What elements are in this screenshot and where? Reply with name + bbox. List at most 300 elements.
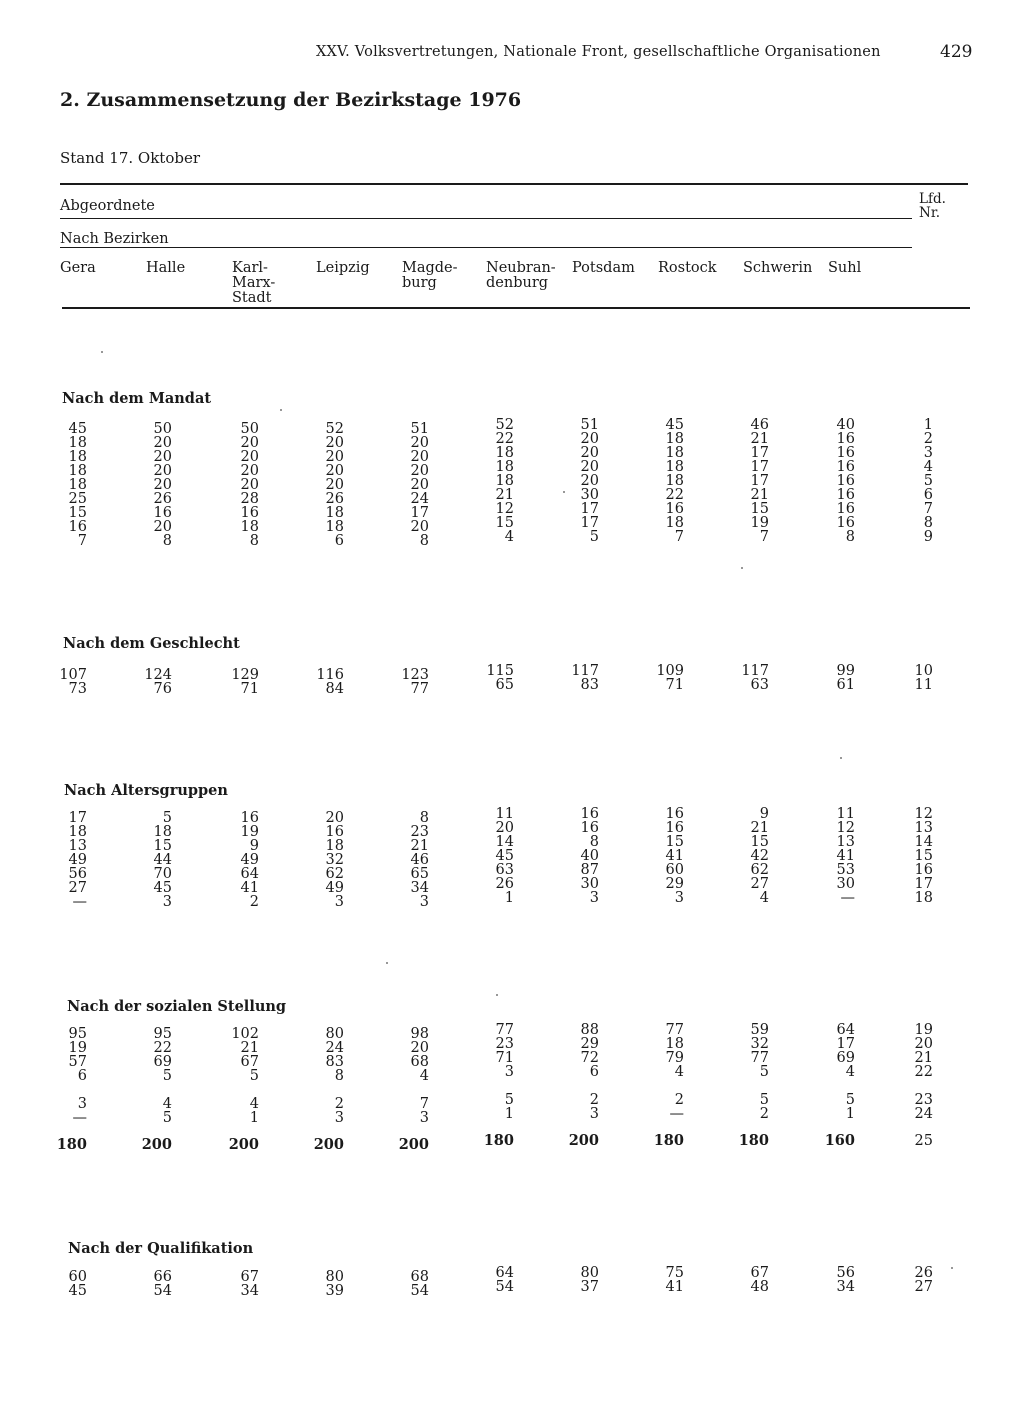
table-cell: 18 (495, 473, 514, 489)
table-cell: 21 (750, 487, 769, 503)
table-cell: — (72, 1110, 87, 1126)
table-cell: 3 (589, 890, 599, 906)
table-cell: 16 (153, 505, 172, 521)
column-header-line: Karl- (232, 260, 268, 276)
table-cell: 20 (410, 463, 429, 479)
table-cell: 72 (580, 1050, 599, 1066)
column-header-line: Suhl (828, 260, 862, 276)
table-cell: 109 (656, 663, 684, 679)
table-cell: 6 (334, 533, 344, 549)
table-cell: 20 (495, 820, 514, 836)
table-cell: 64 (240, 866, 259, 882)
header-nr-line: Nr. (919, 205, 941, 221)
table-cell: 18 (240, 519, 259, 535)
table-cell: 68 (410, 1269, 429, 1285)
table-cell: 20 (580, 459, 599, 475)
table-cell: 9 (249, 838, 259, 854)
table-cell: 5 (845, 1092, 855, 1108)
table-cell: 61 (836, 677, 855, 693)
table-cell: 17 (68, 810, 87, 826)
table-cell: 67 (750, 1265, 769, 1281)
table-cell: 77 (665, 1022, 684, 1038)
table-cell: 71 (495, 1050, 514, 1066)
table-cell: 129 (231, 667, 259, 683)
column-header (486, 261, 556, 291)
table-cell: 45 (153, 880, 172, 896)
row-number: 26 (914, 1265, 933, 1281)
table-cell: 29 (665, 876, 684, 892)
table-cell: 51 (410, 421, 429, 437)
table-cell: 22 (665, 487, 684, 503)
table-cell: 21 (240, 1040, 259, 1056)
table-cell: 83 (580, 677, 599, 693)
table-cell: 19 (68, 1040, 87, 1056)
table-cell: 20 (580, 431, 599, 447)
table-cell: 160 (824, 1132, 855, 1149)
table-cell: 5 (759, 1064, 769, 1080)
table-cell: 16 (68, 519, 87, 535)
table-cell: 19 (240, 824, 259, 840)
table-cell: 20 (153, 435, 172, 451)
table-cell: 11 (495, 806, 514, 822)
table-cell: 2 (589, 1092, 599, 1108)
table-cell: 49 (325, 880, 344, 896)
page-number: 429 (940, 42, 973, 62)
row-number: 2 (923, 431, 933, 447)
table-cell: 56 (836, 1265, 855, 1281)
table-cell: 17 (580, 501, 599, 517)
table-cell: 20 (325, 449, 344, 465)
table-cell: 60 (68, 1269, 87, 1285)
row-number: 11 (914, 677, 933, 693)
table-cell: 18 (665, 431, 684, 447)
table-cell: 3 (162, 894, 172, 910)
row-number: 15 (914, 848, 933, 864)
row-number: 3 (923, 445, 933, 461)
table-cell: 3 (334, 894, 344, 910)
table-cell: 80 (325, 1026, 344, 1042)
table-cell: 5 (504, 1092, 514, 1108)
table-cell: 22 (153, 1040, 172, 1056)
table-cell: 87 (580, 862, 599, 878)
header-abgeordnete: Abgeordnete (60, 198, 155, 214)
table-cell: 32 (325, 852, 344, 868)
table-cell: 48 (750, 1279, 769, 1295)
table-cell: — (72, 894, 87, 910)
table-cell: 65 (410, 866, 429, 882)
scan-speck (386, 962, 388, 964)
table-cell: 3 (674, 890, 684, 906)
table-cell: 16 (665, 501, 684, 517)
table-cell: 4 (845, 1064, 855, 1080)
table-cell: 28 (240, 491, 259, 507)
table-cell: 3 (419, 894, 429, 910)
scan-speck (951, 1267, 953, 1269)
table-cell: 16 (580, 820, 599, 836)
table-cell: 67 (240, 1269, 259, 1285)
table-cell: 180 (483, 1132, 514, 1149)
table-cell: 63 (495, 862, 514, 878)
table-cell: 95 (68, 1026, 87, 1042)
table-cell: 12 (495, 501, 514, 517)
table-cell: 71 (665, 677, 684, 693)
table-cell: 20 (410, 519, 429, 535)
table-cell: 200 (568, 1132, 599, 1149)
bezirke-rule (60, 247, 912, 248)
table-cell: 88 (580, 1022, 599, 1038)
table-cell: 26 (495, 876, 514, 892)
table-cell: 20 (325, 810, 344, 826)
table-cell: 59 (750, 1022, 769, 1038)
table-cell: 16 (836, 431, 855, 447)
table-cell: 117 (741, 663, 769, 679)
section-title: Nach der sozialen Stellung (67, 998, 287, 1015)
scan-speck (280, 409, 282, 411)
column-header-line: Gera (60, 260, 96, 276)
table-cell: 27 (68, 880, 87, 896)
table-cell: 102 (231, 1026, 259, 1042)
table-cell: 20 (153, 477, 172, 493)
table-cell: 16 (836, 501, 855, 517)
table-cell: 50 (240, 421, 259, 437)
table-cell: 18 (495, 459, 514, 475)
row-number: 22 (914, 1064, 933, 1080)
table-cell: 40 (836, 417, 855, 433)
table-cell: 17 (410, 505, 429, 521)
abgeordnete-rule (60, 218, 912, 219)
row-number: 8 (923, 515, 933, 531)
table-cell: 4 (759, 890, 769, 906)
header-lfd-nr (919, 192, 946, 220)
table-cell: 200 (313, 1136, 344, 1153)
row-number: 1 (923, 417, 933, 433)
table-cell: 75 (665, 1265, 684, 1281)
table-cell: 16 (665, 820, 684, 836)
table-cell: 20 (325, 463, 344, 479)
row-number: 17 (914, 876, 933, 892)
table-cell: 49 (240, 852, 259, 868)
scan-speck (563, 491, 565, 493)
table-cell: 1 (504, 1106, 514, 1122)
table-cell: 7 (674, 529, 684, 545)
table-cell: 8 (419, 810, 429, 826)
table-cell: 5 (249, 1068, 259, 1084)
table-cell: 76 (153, 681, 172, 697)
table-cell: 68 (410, 1054, 429, 1070)
table-cell: 34 (240, 1283, 259, 1299)
table-cell: 20 (325, 477, 344, 493)
row-number: 14 (914, 834, 933, 850)
table-cell: 18 (665, 515, 684, 531)
row-number: 13 (914, 820, 933, 836)
table-cell: 5 (162, 1110, 172, 1126)
table-cell: 115 (486, 663, 514, 679)
row-number: 7 (923, 501, 933, 517)
scan-speck (496, 994, 498, 996)
table-cell: 17 (580, 515, 599, 531)
table-cell: 16 (665, 806, 684, 822)
table-cell: 42 (750, 848, 769, 864)
table-cell: 37 (580, 1279, 599, 1295)
row-number: 4 (923, 459, 933, 475)
row-number: 10 (914, 663, 933, 679)
table-cell: 39 (325, 1283, 344, 1299)
table-cell: 26 (325, 491, 344, 507)
table-cell: 1 (845, 1106, 855, 1122)
table-cell: 2 (249, 894, 259, 910)
table-cell: 41 (836, 848, 855, 864)
table-cell: 29 (580, 1036, 599, 1052)
row-number: 19 (914, 1022, 933, 1038)
column-header (146, 261, 185, 276)
table-cell: 23 (410, 824, 429, 840)
table-cell: 5 (162, 810, 172, 826)
column-header-line: Neubran- (486, 260, 556, 276)
table-cell: 73 (68, 681, 87, 697)
header-bottom-rule (62, 307, 970, 309)
table-cell: 13 (68, 838, 87, 854)
table-cell: 34 (836, 1279, 855, 1295)
table-cell: 21 (410, 838, 429, 854)
table-cell: 70 (153, 866, 172, 882)
scan-speck (840, 757, 842, 759)
column-header-line: Leipzig (316, 260, 370, 276)
table-cell: 8 (249, 533, 259, 549)
table-cell: 4 (162, 1096, 172, 1112)
table-cell: 56 (68, 866, 87, 882)
column-header-line: denburg (486, 275, 549, 291)
table-cell: 16 (836, 515, 855, 531)
table-cell: 60 (665, 862, 684, 878)
table-cell: 3 (589, 1106, 599, 1122)
table-cell: 63 (750, 677, 769, 693)
page-title: 2. Zusammensetzung der Bezirkstage 1976 (60, 89, 522, 111)
table-cell: — (840, 890, 855, 906)
table-cell: 45 (495, 848, 514, 864)
table-cell: 41 (665, 848, 684, 864)
table-cell: 18 (495, 445, 514, 461)
table-cell: 4 (504, 529, 514, 545)
column-header-line: Stadt (232, 290, 272, 306)
table-cell: 41 (665, 1279, 684, 1295)
table-cell: 50 (153, 421, 172, 437)
table-cell: 3 (77, 1096, 87, 1112)
table-cell: 25 (68, 491, 87, 507)
table-cell: 15 (495, 515, 514, 531)
table-cell: 24 (410, 491, 429, 507)
table-cell: 49 (68, 852, 87, 868)
table-cell: 16 (240, 810, 259, 826)
row-number: 12 (914, 806, 933, 822)
table-cell: 45 (68, 1283, 87, 1299)
table-cell: 77 (495, 1022, 514, 1038)
column-header-line: Marx- (232, 275, 276, 291)
table-cell: 13 (836, 834, 855, 850)
table-cell: 65 (495, 677, 514, 693)
table-cell: 66 (153, 1269, 172, 1285)
row-number: 6 (923, 487, 933, 503)
running-header: XXV. Volksvertretungen, Nationale Front, gesellschaftliche Organisationen (316, 44, 881, 60)
table-cell: 20 (240, 477, 259, 493)
table-cell: 80 (580, 1265, 599, 1281)
table-cell: 30 (836, 876, 855, 892)
header-lfd-line: Lfd. (919, 191, 946, 207)
table-cell: 30 (580, 487, 599, 503)
table-cell: 15 (665, 834, 684, 850)
table-cell: 8 (419, 533, 429, 549)
column-header (60, 261, 96, 276)
table-cell: 18 (153, 824, 172, 840)
table-cell: 14 (495, 834, 514, 850)
column-header-line: Rostock (658, 260, 717, 276)
table-cell: 15 (68, 505, 87, 521)
table-cell: 62 (325, 866, 344, 882)
row-number: 27 (914, 1279, 933, 1295)
row-number: 20 (914, 1036, 933, 1052)
scan-speck (741, 567, 743, 569)
table-cell: 5 (589, 529, 599, 545)
table-cell: 24 (325, 1040, 344, 1056)
table-cell: 20 (153, 449, 172, 465)
table-cell: 21 (750, 431, 769, 447)
table-cell: 30 (580, 876, 599, 892)
table-cell: 52 (495, 417, 514, 433)
table-cell: 117 (571, 663, 599, 679)
table-cell: 20 (240, 435, 259, 451)
table-cell: 17 (750, 473, 769, 489)
table-cell: 18 (665, 473, 684, 489)
row-number: 23 (914, 1092, 933, 1108)
table-cell: 180 (56, 1136, 87, 1153)
table-cell: 8 (162, 533, 172, 549)
table-cell: 41 (240, 880, 259, 896)
table-cell: 20 (240, 463, 259, 479)
column-header-line: Magde- (402, 260, 458, 276)
table-cell: 200 (228, 1136, 259, 1153)
table-cell: 23 (495, 1036, 514, 1052)
table-cell: 200 (398, 1136, 429, 1153)
table-cell: 26 (153, 491, 172, 507)
table-cell: 34 (410, 880, 429, 896)
table-cell: 83 (325, 1054, 344, 1070)
table-cell: 18 (665, 445, 684, 461)
table-cell: 20 (580, 445, 599, 461)
column-header-line: Schwerin (743, 260, 813, 276)
table-cell: 4 (674, 1064, 684, 1080)
table-cell: 124 (144, 667, 172, 683)
column-header (402, 261, 458, 291)
table-cell: 17 (836, 1036, 855, 1052)
table-cell: 3 (504, 1064, 514, 1080)
table-cell: 123 (401, 667, 429, 683)
row-number: 5 (923, 473, 933, 489)
table-cell: 8 (589, 834, 599, 850)
column-header-line: Halle (146, 260, 186, 276)
table-cell: 20 (153, 463, 172, 479)
table-cell: 84 (325, 681, 344, 697)
table-cell: 46 (750, 417, 769, 433)
table-cell: 18 (68, 824, 87, 840)
table-cell: 17 (750, 445, 769, 461)
table-cell: 7 (77, 533, 87, 549)
table-cell: 6 (77, 1068, 87, 1084)
table-cell: 18 (68, 435, 87, 451)
table-cell: 15 (153, 838, 172, 854)
table-cell: 79 (665, 1050, 684, 1066)
table-cell: 27 (750, 876, 769, 892)
table-cell: 99 (836, 663, 855, 679)
table-cell: 8 (334, 1068, 344, 1084)
table-cell: 2 (759, 1106, 769, 1122)
table-cell: 80 (325, 1269, 344, 1285)
table-cell: 4 (249, 1096, 259, 1112)
table-cell: 32 (750, 1036, 769, 1052)
table-cell: 20 (410, 449, 429, 465)
table-cell: 53 (836, 862, 855, 878)
table-cell: 5 (162, 1068, 172, 1084)
row-number: 24 (914, 1106, 933, 1122)
table-cell: 67 (240, 1054, 259, 1070)
table-cell: 54 (410, 1283, 429, 1299)
table-cell: 20 (410, 477, 429, 493)
column-header (828, 261, 861, 276)
table-cell: 11 (836, 806, 855, 822)
table-cell: 54 (153, 1283, 172, 1299)
table-cell: 4 (419, 1068, 429, 1084)
table-cell: 45 (665, 417, 684, 433)
table-cell: 16 (836, 459, 855, 475)
table-cell: 16 (325, 824, 344, 840)
table-cell: 3 (419, 1110, 429, 1126)
row-number: 16 (914, 862, 933, 878)
table-cell: 1 (504, 890, 514, 906)
table-cell: 15 (750, 834, 769, 850)
table-cell: 77 (410, 681, 429, 697)
column-header-line: Potsdam (572, 260, 635, 276)
section-title: Nach dem Geschlecht (63, 635, 240, 652)
table-top-rule (60, 183, 968, 185)
table-cell: 7 (759, 529, 769, 545)
table-cell: 71 (240, 681, 259, 697)
table-cell: 107 (59, 667, 87, 683)
table-cell: 9 (759, 806, 769, 822)
table-cell: 20 (153, 519, 172, 535)
table-cell: 64 (495, 1265, 514, 1281)
table-cell: 18 (325, 838, 344, 854)
table-cell: 98 (410, 1026, 429, 1042)
table-cell: 18 (68, 477, 87, 493)
table-cell: 18 (68, 449, 87, 465)
table-cell: 116 (316, 667, 344, 683)
table-cell: 20 (325, 435, 344, 451)
table-cell: 16 (240, 505, 259, 521)
stand-date: Stand 17. Oktober (60, 149, 200, 167)
section-title: Nach Altersgruppen (64, 782, 228, 799)
column-header (658, 261, 717, 276)
table-cell: 20 (410, 435, 429, 451)
column-header-line: burg (402, 275, 437, 291)
table-cell: 40 (580, 848, 599, 864)
table-cell: 64 (836, 1022, 855, 1038)
table-cell: 5 (759, 1092, 769, 1108)
table-cell: 77 (750, 1050, 769, 1066)
table-cell: 3 (334, 1110, 344, 1126)
table-cell: 6 (589, 1064, 599, 1080)
row-number: 21 (914, 1050, 933, 1066)
table-cell: 16 (836, 487, 855, 503)
table-cell: 180 (738, 1132, 769, 1149)
table-cell: 69 (836, 1050, 855, 1066)
